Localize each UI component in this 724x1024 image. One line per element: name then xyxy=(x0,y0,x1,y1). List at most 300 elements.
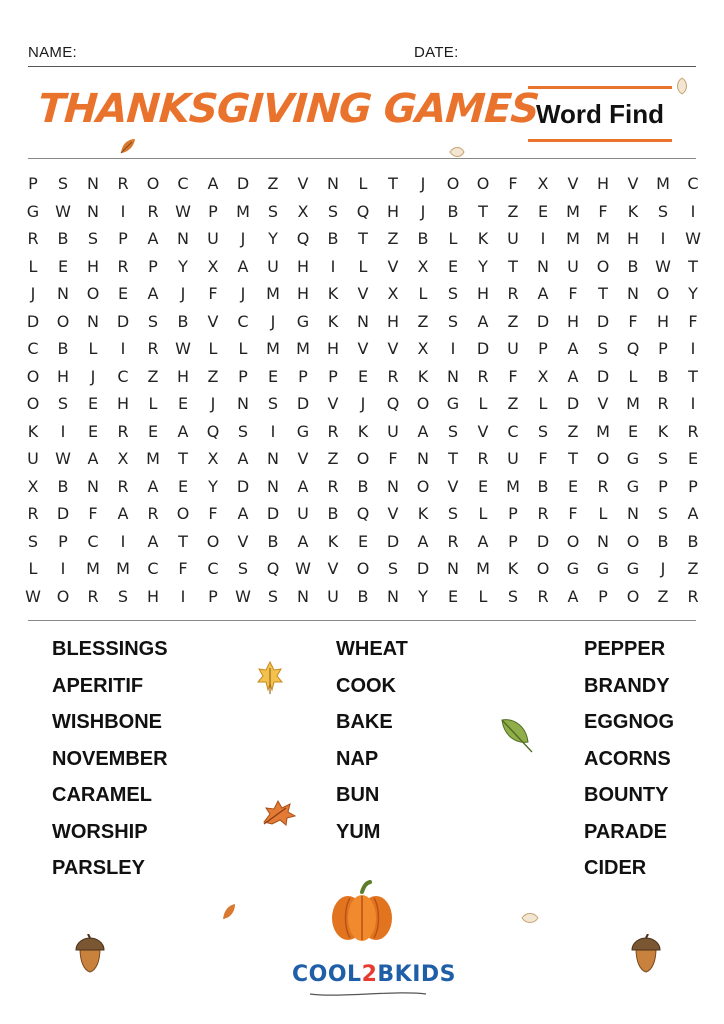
grid-letter[interactable]: W xyxy=(175,339,191,359)
grid-letter[interactable]: U xyxy=(207,229,219,249)
grid-letter[interactable]: M xyxy=(266,284,280,304)
grid-letter[interactable]: L xyxy=(208,339,218,359)
grid-letter[interactable]: S xyxy=(657,201,669,221)
grid-letter[interactable]: I xyxy=(690,201,696,221)
grid-letter[interactable]: G xyxy=(446,394,460,414)
grid-letter[interactable]: M xyxy=(236,201,250,221)
grid-letter[interactable]: L xyxy=(238,339,248,359)
grid-letter[interactable]: B xyxy=(537,476,549,496)
grid-letter[interactable]: R xyxy=(657,394,669,414)
grid-letter[interactable]: W xyxy=(175,201,191,221)
grid-letter[interactable]: P xyxy=(208,201,218,221)
grid-letter[interactable]: B xyxy=(447,201,459,221)
grid-letter[interactable]: D xyxy=(476,339,490,359)
grid-letter[interactable]: P xyxy=(658,339,668,359)
grid-letter[interactable]: A xyxy=(417,531,429,551)
grid-letter[interactable]: M xyxy=(566,201,580,221)
grid-letter[interactable]: O xyxy=(26,394,40,414)
grid-letter[interactable]: X xyxy=(387,284,399,304)
grid-letter[interactable]: Z xyxy=(507,394,519,414)
grid-letter[interactable]: R xyxy=(387,366,399,386)
grid-letter[interactable]: A xyxy=(567,586,579,606)
grid-letter[interactable]: V xyxy=(327,559,339,579)
grid-letter[interactable]: N xyxy=(627,284,639,304)
grid-letter[interactable]: P xyxy=(118,229,128,249)
grid-letter[interactable]: S xyxy=(387,559,399,579)
grid-letter[interactable]: O xyxy=(56,311,70,331)
grid-letter[interactable]: V xyxy=(597,394,609,414)
grid-letter[interactable]: O xyxy=(26,366,40,386)
grid-letter[interactable]: O xyxy=(356,559,370,579)
grid-letter[interactable]: F xyxy=(508,366,518,386)
grid-letter[interactable]: F xyxy=(388,449,398,469)
grid-letter[interactable]: H xyxy=(386,311,400,331)
grid-letter[interactable]: P xyxy=(58,531,68,551)
grid-letter[interactable]: X xyxy=(297,201,309,221)
grid-letter[interactable]: S xyxy=(447,421,459,441)
grid-letter[interactable]: S xyxy=(327,201,339,221)
grid-letter[interactable]: L xyxy=(538,394,548,414)
grid-letter[interactable]: F xyxy=(628,311,638,331)
grid-letter[interactable]: Y xyxy=(208,476,218,496)
grid-letter[interactable]: Q xyxy=(386,394,400,414)
grid-letter[interactable]: Z xyxy=(327,449,339,469)
grid-letter[interactable]: D xyxy=(566,394,580,414)
grid-letter[interactable]: I xyxy=(60,421,66,441)
grid-letter[interactable]: Z xyxy=(387,229,399,249)
grid-letter[interactable]: T xyxy=(688,366,698,386)
grid-letter[interactable]: C xyxy=(147,559,159,579)
grid-letter[interactable]: A xyxy=(567,366,579,386)
grid-letter[interactable]: G xyxy=(296,311,310,331)
grid-letter[interactable]: N xyxy=(387,476,399,496)
grid-letter[interactable]: O xyxy=(206,531,220,551)
grid-letter[interactable]: A xyxy=(477,531,489,551)
grid-letter[interactable]: J xyxy=(30,284,36,304)
grid-letter[interactable]: U xyxy=(27,449,39,469)
grid-letter[interactable]: M xyxy=(596,421,610,441)
grid-letter[interactable]: V xyxy=(297,174,309,194)
grid-letter[interactable]: N xyxy=(417,449,429,469)
grid-letter[interactable]: Q xyxy=(296,229,310,249)
grid-letter[interactable]: M xyxy=(626,394,640,414)
grid-letter[interactable]: V xyxy=(477,421,489,441)
grid-letter[interactable]: D xyxy=(296,394,310,414)
grid-letter[interactable]: Y xyxy=(268,229,278,249)
grid-letter[interactable]: A xyxy=(117,504,129,524)
grid-letter[interactable]: F xyxy=(568,504,578,524)
grid-letter[interactable]: S xyxy=(267,201,279,221)
grid-letter[interactable]: O xyxy=(56,586,70,606)
grid-letter[interactable]: P xyxy=(538,339,548,359)
grid-letter[interactable]: M xyxy=(116,559,130,579)
grid-letter[interactable]: V xyxy=(447,476,459,496)
grid-letter[interactable]: C xyxy=(177,174,189,194)
grid-letter[interactable]: A xyxy=(477,311,489,331)
grid-letter[interactable]: A xyxy=(417,421,429,441)
grid-letter[interactable]: X xyxy=(207,449,219,469)
grid-letter[interactable]: Z xyxy=(417,311,429,331)
grid-letter[interactable]: L xyxy=(478,586,488,606)
grid-letter[interactable]: M xyxy=(296,339,310,359)
grid-letter[interactable]: V xyxy=(387,256,399,276)
grid-letter[interactable]: J xyxy=(420,201,426,221)
grid-letter[interactable]: O xyxy=(596,256,610,276)
grid-letter[interactable]: T xyxy=(508,256,518,276)
grid-letter[interactable]: W xyxy=(55,201,71,221)
grid-letter[interactable]: L xyxy=(28,559,38,579)
grid-letter[interactable]: M xyxy=(266,339,280,359)
grid-letter[interactable]: P xyxy=(508,531,518,551)
grid-letter[interactable]: P xyxy=(208,586,218,606)
grid-letter[interactable]: M xyxy=(476,559,490,579)
grid-letter[interactable]: F xyxy=(568,284,578,304)
grid-letter[interactable]: T xyxy=(178,449,188,469)
grid-letter[interactable]: C xyxy=(237,311,249,331)
grid-letter[interactable]: P xyxy=(298,366,308,386)
grid-letter[interactable]: V xyxy=(207,311,219,331)
grid-letter[interactable]: N xyxy=(357,311,369,331)
grid-letter[interactable]: S xyxy=(57,394,69,414)
grid-letter[interactable]: G xyxy=(626,449,640,469)
grid-letter[interactable]: Z xyxy=(267,174,279,194)
grid-letter[interactable]: Z xyxy=(657,586,669,606)
grid-letter[interactable]: N xyxy=(87,201,99,221)
grid-letter[interactable]: B xyxy=(657,366,669,386)
grid-letter[interactable]: C xyxy=(687,174,699,194)
grid-letter[interactable]: R xyxy=(117,421,129,441)
grid-letter[interactable]: U xyxy=(297,504,309,524)
grid-letter[interactable]: O xyxy=(476,174,490,194)
grid-letter[interactable]: R xyxy=(537,504,549,524)
grid-letter[interactable]: Q xyxy=(356,201,370,221)
grid-letter[interactable]: N xyxy=(627,504,639,524)
grid-letter[interactable]: B xyxy=(357,476,369,496)
grid-letter[interactable]: J xyxy=(420,174,426,194)
grid-letter[interactable]: H xyxy=(626,229,640,249)
grid-letter[interactable]: J xyxy=(90,366,96,386)
grid-letter[interactable]: O xyxy=(176,504,190,524)
grid-letter[interactable]: B xyxy=(657,531,669,551)
grid-letter[interactable]: R xyxy=(117,174,129,194)
grid-letter[interactable]: Z xyxy=(507,311,519,331)
grid-letter[interactable]: N xyxy=(267,476,279,496)
grid-letter[interactable]: H xyxy=(296,256,310,276)
grid-letter[interactable]: S xyxy=(657,449,669,469)
grid-letter[interactable]: A xyxy=(537,284,549,304)
grid-letter[interactable]: F xyxy=(688,311,698,331)
grid-letter[interactable]: A xyxy=(237,504,249,524)
grid-letter[interactable]: A xyxy=(207,174,219,194)
grid-letter[interactable]: Y xyxy=(418,586,428,606)
grid-letter[interactable]: B xyxy=(357,586,369,606)
grid-letter[interactable]: W xyxy=(55,449,71,469)
grid-letter[interactable]: A xyxy=(297,531,309,551)
grid-letter[interactable]: K xyxy=(27,421,39,441)
grid-letter[interactable]: L xyxy=(448,229,458,249)
grid-letter[interactable]: D xyxy=(596,311,610,331)
grid-letter[interactable]: S xyxy=(117,586,129,606)
grid-letter[interactable]: N xyxy=(447,559,459,579)
grid-letter[interactable]: O xyxy=(626,531,640,551)
grid-letter[interactable]: E xyxy=(147,421,159,441)
grid-letter[interactable]: P xyxy=(148,256,158,276)
grid-letter[interactable]: U xyxy=(387,421,399,441)
grid-letter[interactable]: B xyxy=(327,229,339,249)
grid-letter[interactable]: H xyxy=(146,586,160,606)
grid-letter[interactable]: L xyxy=(358,256,368,276)
grid-letter[interactable]: X xyxy=(117,449,129,469)
grid-letter[interactable]: A xyxy=(687,504,699,524)
grid-letter[interactable]: R xyxy=(27,229,39,249)
grid-letter[interactable]: Y xyxy=(478,256,488,276)
grid-letter[interactable]: M xyxy=(146,449,160,469)
grid-letter[interactable]: E xyxy=(447,256,459,276)
grid-letter[interactable]: B xyxy=(57,339,69,359)
grid-letter[interactable]: M xyxy=(596,229,610,249)
grid-letter[interactable]: S xyxy=(447,284,459,304)
grid-letter[interactable]: R xyxy=(147,339,159,359)
grid-letter[interactable]: G xyxy=(626,559,640,579)
grid-letter[interactable]: L xyxy=(28,256,38,276)
grid-letter[interactable]: S xyxy=(447,311,459,331)
grid-letter[interactable]: N xyxy=(87,174,99,194)
grid-letter[interactable]: R xyxy=(507,284,519,304)
grid-letter[interactable]: O xyxy=(446,174,460,194)
grid-letter[interactable]: R xyxy=(537,586,549,606)
grid-letter[interactable]: K xyxy=(657,421,669,441)
grid-letter[interactable]: O xyxy=(566,531,580,551)
grid-letter[interactable]: Q xyxy=(356,504,370,524)
grid-letter[interactable]: N xyxy=(327,174,339,194)
grid-letter[interactable]: W xyxy=(295,559,311,579)
grid-letter[interactable]: E xyxy=(567,476,579,496)
grid-letter[interactable]: H xyxy=(656,311,670,331)
grid-letter[interactable]: I xyxy=(180,586,186,606)
grid-letter[interactable]: Z xyxy=(507,201,519,221)
grid-letter[interactable]: E xyxy=(117,284,129,304)
grid-letter[interactable]: I xyxy=(450,339,456,359)
word-search-grid[interactable] xyxy=(18,170,708,610)
grid-letter[interactable]: S xyxy=(507,586,519,606)
grid-letter[interactable]: O xyxy=(596,449,610,469)
grid-letter[interactable]: L xyxy=(628,366,638,386)
grid-letter[interactable]: B xyxy=(627,256,639,276)
grid-letter[interactable]: Y xyxy=(178,256,188,276)
grid-letter[interactable]: C xyxy=(207,559,219,579)
grid-letter[interactable]: M xyxy=(656,174,670,194)
grid-letter[interactable]: H xyxy=(116,394,130,414)
grid-letter[interactable]: I xyxy=(60,559,66,579)
grid-letter[interactable]: N xyxy=(267,449,279,469)
grid-letter[interactable]: N xyxy=(177,229,189,249)
grid-letter[interactable]: V xyxy=(297,449,309,469)
grid-letter[interactable]: U xyxy=(327,586,339,606)
grid-letter[interactable]: R xyxy=(147,504,159,524)
grid-letter[interactable]: N xyxy=(537,256,549,276)
grid-letter[interactable]: C xyxy=(117,366,129,386)
grid-letter[interactable]: S xyxy=(447,504,459,524)
grid-letter[interactable]: E xyxy=(447,586,459,606)
grid-letter[interactable]: U xyxy=(507,449,519,469)
grid-letter[interactable]: S xyxy=(267,394,279,414)
grid-letter[interactable]: L xyxy=(598,504,608,524)
grid-letter[interactable]: T xyxy=(688,256,698,276)
grid-letter[interactable]: R xyxy=(327,476,339,496)
grid-letter[interactable]: A xyxy=(297,476,309,496)
grid-letter[interactable]: V xyxy=(567,174,579,194)
grid-letter[interactable]: Z xyxy=(687,559,699,579)
grid-letter[interactable]: G xyxy=(566,559,580,579)
grid-letter[interactable]: V xyxy=(327,394,339,414)
grid-letter[interactable]: E xyxy=(177,394,189,414)
grid-letter[interactable]: R xyxy=(117,476,129,496)
grid-letter[interactable]: D xyxy=(116,311,130,331)
grid-letter[interactable]: J xyxy=(660,559,666,579)
grid-letter[interactable]: D xyxy=(26,311,40,331)
grid-letter[interactable]: J xyxy=(240,284,246,304)
grid-letter[interactable]: P xyxy=(328,366,338,386)
grid-letter[interactable]: P xyxy=(598,586,608,606)
grid-letter[interactable]: B xyxy=(687,531,699,551)
grid-letter[interactable]: A xyxy=(237,256,249,276)
grid-letter[interactable]: H xyxy=(326,339,340,359)
grid-letter[interactable]: S xyxy=(597,339,609,359)
grid-letter[interactable]: R xyxy=(327,421,339,441)
grid-letter[interactable]: L xyxy=(418,284,428,304)
grid-letter[interactable]: O xyxy=(416,394,430,414)
grid-letter[interactable]: Q xyxy=(266,559,280,579)
grid-letter[interactable]: A xyxy=(87,449,99,469)
grid-letter[interactable]: B xyxy=(417,229,429,249)
grid-letter[interactable]: H xyxy=(596,174,610,194)
grid-letter[interactable]: A xyxy=(147,476,159,496)
grid-letter[interactable]: T xyxy=(178,531,188,551)
grid-letter[interactable]: E xyxy=(57,256,69,276)
grid-letter[interactable]: H xyxy=(476,284,490,304)
grid-letter[interactable]: D xyxy=(266,504,280,524)
grid-letter[interactable]: U xyxy=(567,256,579,276)
grid-letter[interactable]: T xyxy=(358,229,368,249)
grid-letter[interactable]: L xyxy=(358,174,368,194)
grid-letter[interactable]: T xyxy=(598,284,608,304)
grid-letter[interactable]: H xyxy=(176,366,190,386)
grid-letter[interactable]: V xyxy=(237,531,249,551)
grid-letter[interactable]: M xyxy=(566,229,580,249)
grid-letter[interactable]: K xyxy=(507,559,519,579)
grid-letter[interactable]: K xyxy=(357,421,369,441)
grid-letter[interactable]: H xyxy=(296,284,310,304)
grid-letter[interactable]: A xyxy=(237,449,249,469)
grid-letter[interactable]: Q xyxy=(626,339,640,359)
grid-letter[interactable]: F xyxy=(208,504,218,524)
grid-letter[interactable]: S xyxy=(237,421,249,441)
grid-letter[interactable]: B xyxy=(57,476,69,496)
grid-letter[interactable]: U xyxy=(507,229,519,249)
grid-letter[interactable]: E xyxy=(357,531,369,551)
grid-letter[interactable]: S xyxy=(87,229,99,249)
grid-letter[interactable]: Z xyxy=(207,366,219,386)
grid-letter[interactable]: D xyxy=(416,559,430,579)
grid-letter[interactable]: D xyxy=(386,531,400,551)
grid-letter[interactable]: J xyxy=(180,284,186,304)
grid-letter[interactable]: I xyxy=(270,421,276,441)
grid-letter[interactable]: P xyxy=(28,174,38,194)
grid-letter[interactable]: N xyxy=(447,366,459,386)
grid-letter[interactable]: O xyxy=(416,476,430,496)
grid-letter[interactable]: I xyxy=(540,229,546,249)
grid-letter[interactable]: R xyxy=(477,449,489,469)
grid-letter[interactable]: A xyxy=(147,284,159,304)
grid-letter[interactable]: H xyxy=(56,366,70,386)
grid-letter[interactable]: U xyxy=(267,256,279,276)
grid-letter[interactable]: M xyxy=(506,476,520,496)
grid-letter[interactable]: T xyxy=(448,449,458,469)
grid-letter[interactable]: C xyxy=(87,531,99,551)
grid-letter[interactable]: R xyxy=(597,476,609,496)
grid-letter[interactable]: Y xyxy=(688,284,698,304)
grid-letter[interactable]: R xyxy=(447,531,459,551)
grid-letter[interactable]: O xyxy=(146,174,160,194)
grid-letter[interactable]: X xyxy=(207,256,219,276)
grid-letter[interactable]: V xyxy=(627,174,639,194)
grid-letter[interactable]: I xyxy=(120,339,126,359)
grid-letter[interactable]: S xyxy=(537,421,549,441)
grid-letter[interactable]: W xyxy=(25,586,41,606)
grid-letter[interactable]: N xyxy=(297,586,309,606)
grid-letter[interactable]: N xyxy=(57,284,69,304)
grid-letter[interactable]: O xyxy=(356,449,370,469)
grid-letter[interactable]: Z xyxy=(567,421,579,441)
grid-letter[interactable]: H xyxy=(386,201,400,221)
grid-letter[interactable]: A xyxy=(147,531,159,551)
grid-letter[interactable]: A xyxy=(567,339,579,359)
grid-letter[interactable]: E xyxy=(627,421,639,441)
grid-letter[interactable]: D xyxy=(536,531,550,551)
grid-letter[interactable]: A xyxy=(147,229,159,249)
grid-letter[interactable]: E xyxy=(267,366,279,386)
grid-letter[interactable]: T xyxy=(388,174,398,194)
grid-letter[interactable]: D xyxy=(56,504,70,524)
grid-letter[interactable]: P xyxy=(508,504,518,524)
grid-letter[interactable]: I xyxy=(120,531,126,551)
grid-letter[interactable]: L xyxy=(148,394,158,414)
grid-letter[interactable]: R xyxy=(477,366,489,386)
grid-letter[interactable]: P xyxy=(658,476,668,496)
grid-letter[interactable]: F xyxy=(88,504,98,524)
grid-letter[interactable]: G xyxy=(626,476,640,496)
grid-letter[interactable]: O xyxy=(86,284,100,304)
grid-letter[interactable]: N xyxy=(387,586,399,606)
grid-letter[interactable]: N xyxy=(87,476,99,496)
grid-letter[interactable]: C xyxy=(27,339,39,359)
grid-letter[interactable]: K xyxy=(417,504,429,524)
grid-letter[interactable]: V xyxy=(387,339,399,359)
grid-letter[interactable]: F xyxy=(598,201,608,221)
grid-letter[interactable]: T xyxy=(568,449,578,469)
grid-letter[interactable]: S xyxy=(237,559,249,579)
grid-letter[interactable]: B xyxy=(267,531,279,551)
grid-letter[interactable]: J xyxy=(210,394,216,414)
grid-letter[interactable]: K xyxy=(627,201,639,221)
grid-letter[interactable]: R xyxy=(687,421,699,441)
grid-letter[interactable]: N xyxy=(597,531,609,551)
grid-letter[interactable]: E xyxy=(357,366,369,386)
grid-letter[interactable]: S xyxy=(57,174,69,194)
grid-letter[interactable]: F xyxy=(508,174,518,194)
grid-letter[interactable]: H xyxy=(86,256,100,276)
grid-letter[interactable]: K xyxy=(327,531,339,551)
